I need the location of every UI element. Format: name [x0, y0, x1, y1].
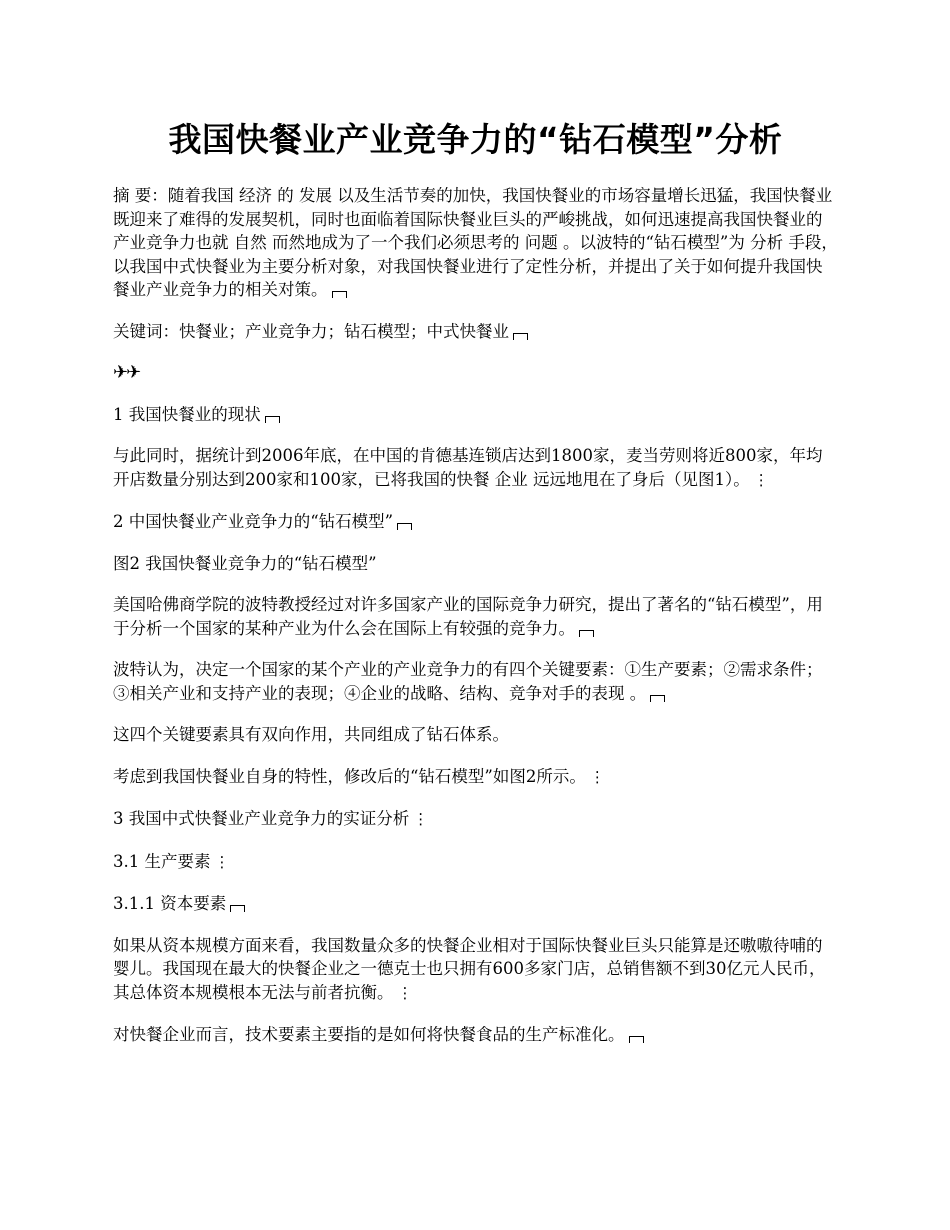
paragraph-mark-icon	[230, 905, 245, 912]
paragraph-mark-icon	[629, 1036, 644, 1043]
body-paragraph	[113, 593, 838, 640]
body-paragraph	[113, 658, 838, 705]
figure2-caption-text: 图2 我国快餐业竞争力的“钻石模型”	[113, 553, 377, 573]
body-paragraph	[113, 723, 838, 747]
body-paragraph	[113, 934, 838, 1006]
para5-text: 考虑到我国快餐业自身的特性，修改后的“钻石模型”如图2所示。	[113, 766, 586, 786]
para6-text: 如果从资本规模方面来看，我国数量众多的快餐企业相对于国际快餐业巨头只能算是还嗷嗷待哺的婴儿。我国现在最大的快餐企业之一德克士也只拥有600多家门店，总销售额不到30亿元人民币，其总体资本规模根本无法与前者抗衡。	[113, 935, 826, 1002]
para3-text: 波特认为，决定一个国家的某个产业的产业竞争力的有四个关键要素：①生产要素；②需求条件；③相关产业和支持产业的表现；④企业的战略、结构、竞争对手的表现 。	[113, 660, 823, 703]
section-heading	[113, 807, 838, 832]
section3-1-heading-text: 3.1 生产要素	[113, 851, 211, 871]
paragraph-mark-icon	[650, 695, 665, 702]
body-paragraph	[113, 1023, 838, 1047]
para7-text: 对快餐企业而言，技术要素主要指的是如何将快餐食品的生产标准化。	[113, 1025, 625, 1044]
section1-heading-text: 1 我国快餐业的现状	[113, 404, 261, 424]
section-heading	[113, 510, 838, 534]
body-paragraph	[113, 765, 838, 790]
paragraph-mark-icon	[579, 630, 594, 637]
vertical-dots-icon: ⋮	[214, 852, 230, 871]
vertical-dots-icon: ⋮	[413, 810, 429, 828]
ornament-icon: ✈✈	[113, 362, 140, 383]
abstract-text: 摘 要：随着我国 经济 的 发展 以及生活节奏的加快，我国快餐业的市场容量增长迅猛，我国快餐业既迎来了难得的发展契机，同时也面临着国际快餐业巨头的严峻挑战，如何迅速提高我国快餐业的产业竞争力也就 自然 而然地成为了一个我们必须思考的 问题 。以波特的“钻石模型”为 分析 手段，以我国中式快餐业为主要分析对象，对我国快餐业进行了定性分析，并提出了关于如何提升我国快餐业产业竞争力的相关对策。	[113, 186, 838, 299]
paragraph-mark-icon	[265, 416, 280, 423]
paragraph-mark-icon	[332, 291, 347, 298]
section3-heading-text: 3 我国中式快餐业产业竞争力的实证分析	[113, 809, 410, 828]
keywords-paragraph	[113, 320, 838, 344]
vertical-dots-icon: ⋮	[397, 983, 413, 1002]
paragraph-mark-icon	[513, 333, 528, 340]
para4-text: 这四个关键要素具有双向作用，共同组成了钻石体系。	[113, 725, 509, 744]
subsection-heading	[113, 892, 838, 916]
paragraph-mark-icon	[397, 523, 412, 530]
para1-text: 与此同时，据统计到2006年底，在中国的肯德基连锁店达到1800家，麦当劳则将近800家，年均开店数量分别达到200家和100家，已将我国的快餐 企业 远远地甩在了身后（见图1）。	[113, 446, 823, 489]
section3-1-1-heading-text: 3.1.1 资本要素	[113, 894, 227, 913]
section2-heading-text: 2 中国快餐业产业竞争力的“钻石模型”	[113, 512, 394, 531]
body-paragraph	[113, 444, 838, 492]
ornament-line	[113, 361, 838, 385]
vertical-dots-icon: ⋮	[589, 767, 605, 786]
document-title: 我国快餐业产业竞争力的“钻石模型”分析	[168, 120, 783, 159]
subsection-heading	[113, 850, 838, 875]
section-heading	[113, 403, 838, 427]
keywords-text: 关键词：快餐业；产业竞争力；钻石模型；中式快餐业	[113, 321, 509, 341]
para2-text: 美国哈佛商学院的波特教授经过对许多国家产业的国际竞争力研究，提出了著名的“钻石模型”，用于分析一个国家的某种产业为什么会在国际上有较强的竞争力。	[113, 595, 823, 638]
figure-caption	[113, 552, 838, 576]
vertical-dots-icon: ⋮	[753, 470, 769, 489]
abstract-paragraph	[113, 184, 838, 302]
